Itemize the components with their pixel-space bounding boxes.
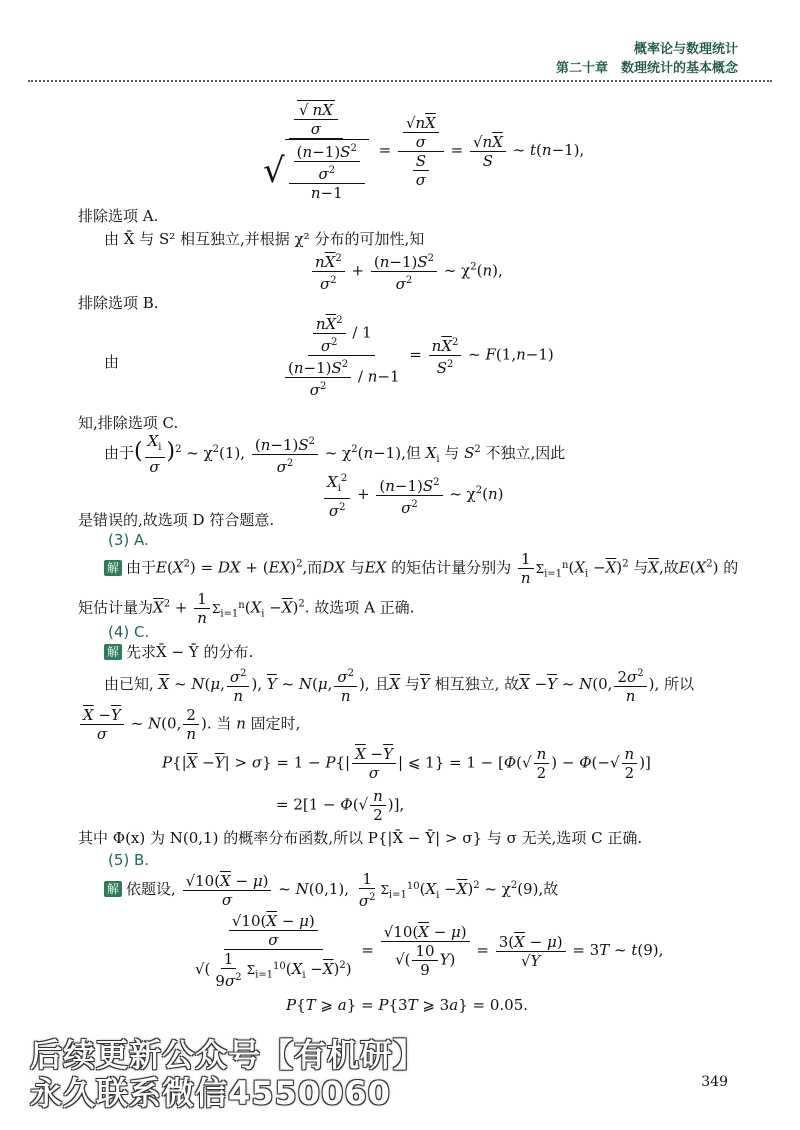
chapter-title: 第二十章 数理统计的基本概念 <box>555 61 738 76</box>
text-chi-square-independence: 由于( $\frac{X_i}{\sigma}$ )$^2$ ~ $\chi^2(1)$, $\frac{(n-1)S^2}{\sigma^2}$ ~ $\chi^2(n-1)$,但 $X_i$ 与 $S^2$ 不独立,因此 <box>104 432 566 476</box>
answer-3-label: (3) A. <box>108 531 149 549</box>
answer-4-line3: $\frac{\overline{X} -\overline{Y}}{\sigma}$ ~ N(0, $\frac{2}{n}$ ). 当 n 固定时, <box>78 706 300 743</box>
text-you: 由 <box>104 353 120 371</box>
equation-chi-square: $\frac{n\overline{X}^2}{\sigma^2}$ + $\frac{(n-1)S^2}{\sigma^2}$ ~ $\chi^2(n)$, <box>310 250 503 293</box>
answer-5-eq1: $\frac{√10(\overline{X} - \mu)}{\sigma}$ √( $\frac{1}{9\sigma^2}$ $\Sigma_{i=1}^{10}(X_i -\overline{X})^2$) = $√10(\overline{X} - \mu)$ √( $\frac{10}{9}$ Y) = $\frac{3(\overline{X} - \mu)}{√Y}$ = 3T ~ t(9), <box>195 912 664 990</box>
text-exclude-c: 知,排除选项 C. <box>78 414 179 432</box>
watermark-line2: 永久联系微信4550060 <box>30 1074 391 1112</box>
answer-4-line2: 由已知, $\overline{X}$ ~ N(μ, $\frac{\sigma^2}{n}$ ), $\overline{Y}$ ~ N(μ, $\frac{\sigma^2}{n}$ ), 且$\overline{X}$ 与$\overline{Y}$ 相互独立, 故$\overline{X} -\overline{Y}$ ~ N(0, $\frac{2\sigma^2}{n}$ ), 所以 <box>104 665 694 705</box>
answer-5-line1: 解 依题设, $\frac{√10(\overline{X} - \mu)}{\sigma}$ ~ N(0,1), $\frac{1}{\sigma^2}$ $\Sigma_{i=1}^{10}(X_i -\overline{X})^2$ ~ $\chi^2(9)$,故 <box>104 870 558 910</box>
equation-f-distribution: $\frac{n\overline{X}^2}{\sigma^2}$ / 1 $\frac{(n-1)S^2}{\sigma^2}$ / n−1 = $\frac{n\overline{X}^2}{S^2}$ ~ F(1,n−1) <box>278 312 554 399</box>
answer-3-line2: 矩估计量为$\overline{X}^2$ + $\frac{1}{n}$ $\Sigma_{i=1}^n(X_i -\overline{X})^2$. 故选项 A 正确. <box>78 590 415 627</box>
equation-wrong-claim: $\frac{X_i^2}{\sigma^2}$ + $\frac{(n-1)S^2}{\sigma^2}$ ~ $\chi^2(n)$ <box>322 470 504 520</box>
answer-4-line1: 解 先求X̄ − Ȳ 的分布. <box>104 642 253 662</box>
page-number: 349 <box>701 1074 728 1090</box>
answer-4-label: (4) C. <box>108 623 150 641</box>
header-divider <box>28 80 772 82</box>
text-exclude-a: 排除选项 A. <box>78 207 159 225</box>
answer-3-line1: 解 由于$E(X^2)$ = DX + (EX)$^2$,而DX 与EX 的矩估计量分别为 $\frac{1}{n}$ $\Sigma_{i=1}^n(X_i -\overline{X})^2$ 与$\overline{X}$,故$E(X^2)$ 的 <box>104 550 738 587</box>
answer-4-eq2: = 2[1 − Φ(√ $\frac{n}{2}$ )], <box>276 787 405 824</box>
answer-5-eq2: P{T ⩾ a} = P{3T ⩾ 3a} = 0.05. <box>286 996 529 1014</box>
equation-t-distribution: $\frac{√ n\overline{X}}{\sigma}$ √ $\frac{\frac{(n-1)S^2}{\sigma^2}}{n-1}$ = $\frac{\frac{√n\overline{X}}{\sigma}}{\frac{S}{\sigma}}$ = $\frac{√n\overline{X}}{S}$ ~ t(n−1), <box>263 101 585 202</box>
text-exclude-b: 排除选项 B. <box>78 294 159 312</box>
answer-5-label: (5) B. <box>108 851 150 869</box>
answer-4-eq1: $P\{|\overline{X} -\overline{Y}| > \sigma\} = 1 - P\{|$ $\frac{\overline{X} -\overline{Y}}{\sigma}$ | ⩽ 1} = 1 − [Φ(√ $\frac{n}{2}$ ) − Φ(−√ $\frac{n}{2}$ )] <box>162 745 651 782</box>
book-title: 概率论与数理统计 <box>633 42 738 57</box>
text-option-d: 是错误的,故选项 D 符合题意. <box>78 511 275 529</box>
watermark-line1: 后续更新公众号【有机研】 <box>30 1036 427 1074</box>
answer-4-line4: 其中 Φ(x) 为 N(0,1) 的概率分布函数,所以 P{|X̄ − Ȳ| > σ} 与 σ 无关,选项 C 正确. <box>78 829 643 847</box>
text-independent: 由 X̄ 与 S² 相互独立,并根据 χ² 分布的可加性,知 <box>104 230 425 248</box>
